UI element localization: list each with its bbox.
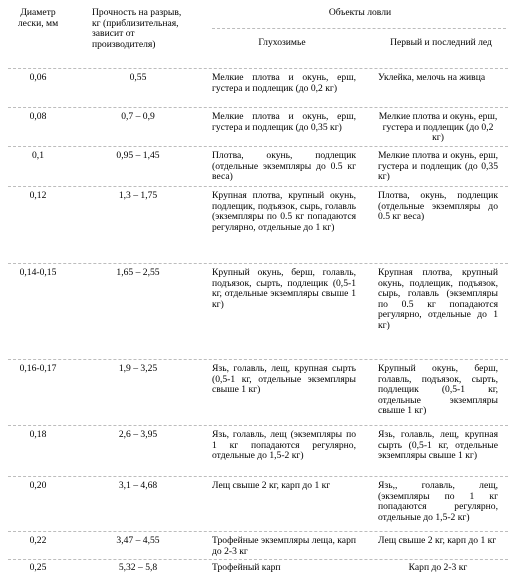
header-first-last: Первый и последний лед <box>390 37 492 48</box>
row-divider <box>8 107 508 108</box>
row-0-diameter: 0,06 <box>29 72 47 83</box>
row-1-strength: 0,7 – 0,9 <box>121 111 155 122</box>
row-7-diameter: 0,20 <box>29 480 47 491</box>
header-subline <box>212 28 506 29</box>
row-8-diameter: 0,22 <box>29 535 47 546</box>
row-divider <box>8 359 508 360</box>
row-divider <box>8 68 508 69</box>
row-4-winter: Крупный окунь, берш, голавль, подъязок, сырть, подлещик (0,5-1 кг, отдельные экземпляры свыше 1 кг) <box>212 267 356 310</box>
row-5-diameter: 0,16-0,17 <box>19 363 57 374</box>
header-strength: Прочность на разрыв, кг (приблизительная, зависит от производителя) <box>92 7 182 50</box>
row-3-strength: 1,3 – 1,75 <box>118 190 158 201</box>
row-3-winter: Крупная плотва, крупный окунь, подлещик, подъязок, сырь, голавль (экземпляры по 0.5 кг попадаются регулярно, отдельные до 1 кг) <box>212 190 356 233</box>
row-6-strength: 2,6 – 3,95 <box>118 429 158 440</box>
row-4-diameter: 0,14-0,15 <box>19 267 57 278</box>
row-divider <box>8 476 508 477</box>
row-divider <box>8 186 508 187</box>
row-8-first-last: Лещ свыше 2 кг, карп до 1 кг <box>378 535 497 546</box>
row-1-winter: Мелкие плотва и окунь, ерш, густера и подлещик (до 0,35 кг) <box>212 111 356 133</box>
row-3-first-last: Плотва, окунь, подлещик (отдельные экземпляры до 0.5 кг веса) <box>378 190 498 223</box>
row-divider <box>8 425 508 426</box>
row-divider <box>8 146 508 147</box>
row-8-strength: 3,47 – 4,55 <box>116 535 160 546</box>
row-0-strength: 0,55 <box>129 72 147 83</box>
row-5-strength: 1,9 – 3,25 <box>118 363 158 374</box>
row-9-first-last: Карп до 2-3 кг <box>408 562 468 573</box>
row-9-winter: Трофейный карп <box>212 562 281 573</box>
row-9-diameter: 0,25 <box>29 562 47 573</box>
row-2-diameter: 0,1 <box>32 150 44 161</box>
row-2-strength: 0,95 – 1,45 <box>116 150 160 161</box>
row-7-strength: 3,1 – 4,68 <box>118 480 158 491</box>
row-8-winter: Трофейные экземпляры леща, карп до 2-3 кг <box>212 535 356 557</box>
row-6-diameter: 0,18 <box>29 429 47 440</box>
row-9-strength: 5,32 – 5,8 <box>118 562 158 573</box>
row-4-first-last: Крупная плотва, крупный окунь, подлещик, подъязок, сырь, голавль (экземпляры по 0.5 кг попадаются регулярно, отдельные до 1 кг) <box>378 267 498 331</box>
row-0-winter: Мелкие плотва и окунь, ерш, густера и подлещик (до 0,2 кг) <box>212 72 356 94</box>
header-objects: Объекты ловли <box>328 7 392 18</box>
row-divider <box>8 531 508 532</box>
row-3-diameter: 0,12 <box>29 190 47 201</box>
row-divider <box>8 263 508 264</box>
row-2-winter: Плотва, окунь, подлещик (отдельные экземпляры до 0.5 кг веса) <box>212 150 356 183</box>
row-6-winter: Язь, голавль, лещ (экземпляры по 1 кг попадаются регулярно, отдельные до 1,5-2 кг) <box>212 429 356 462</box>
row-0-first-last: Уклейка, мелочь на живца <box>378 72 486 83</box>
row-5-winter: Язь, голавль, лещ, крупная сырть (0,5-1 кг, отдельные экземпляры свыше 1 кг) <box>212 363 356 396</box>
header-diameter: Диаметр лески, мм <box>17 7 59 29</box>
row-7-winter: Лещ свыше 2 кг, карп до 1 кг <box>212 480 331 491</box>
row-4-strength: 1,65 – 2,55 <box>116 267 160 278</box>
row-1-diameter: 0,08 <box>29 111 47 122</box>
row-2-first-last: Мелкие плотва и окунь, ерш, густера и подлещик (до 0,35 кг) <box>378 150 498 183</box>
row-1-first-last: Мелкие плотва и окунь, ерш, густера и подлещик (до 0,2 кг) <box>378 111 498 144</box>
row-5-first-last: Крупный окунь, берш, голавль, подъязок, сырть, подлещик (0,5-1 кг, отдельные экземпляры свыше 1 кг) <box>378 363 498 417</box>
header-winter: Глухозимье <box>258 37 306 48</box>
row-7-first-last: Язь,, голавль, лещ, (экземпляры по 1 кг попадаются регулярно, отдельные до 1,5-2 кг) <box>378 480 498 523</box>
row-6-first-last: Язь, голавль, лещ, крупная сырть (0,5-1 кг, отдельные экземпляры свыше 1 кг) <box>378 429 498 462</box>
row-divider <box>8 559 508 560</box>
